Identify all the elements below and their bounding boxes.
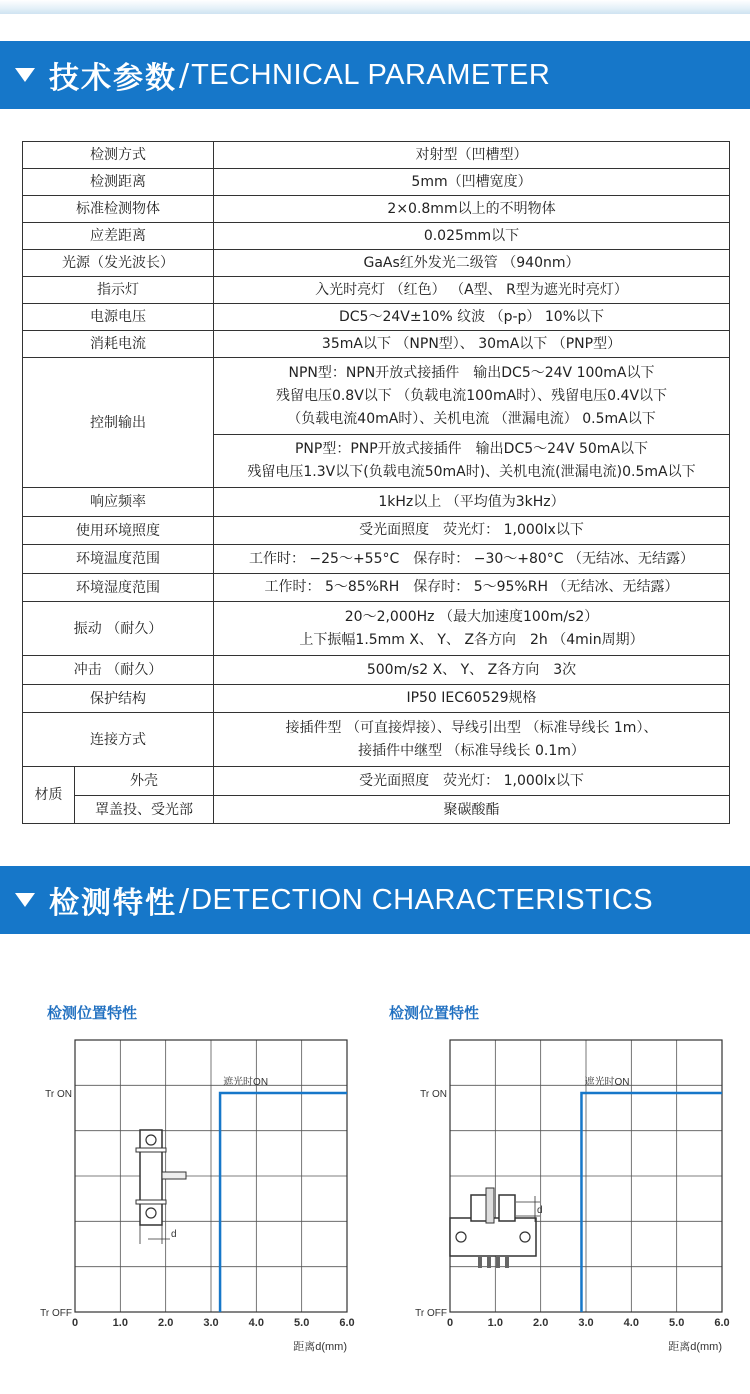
x-tick-label: 2.0	[533, 1317, 549, 1329]
sensor-rib	[136, 1200, 166, 1204]
param-value-line: 残留电压1.3V以下(负载电流50mA时)、关机电流(泄漏电流)0.5mA以下	[247, 464, 696, 480]
param-label: 响应频率	[23, 488, 214, 517]
series-line	[220, 1093, 347, 1312]
param-value	[214, 602, 730, 656]
table-row	[23, 277, 730, 304]
table-row	[23, 331, 730, 358]
mounting-hole	[520, 1232, 530, 1242]
section-title-cn: 技术参数	[49, 61, 177, 96]
x-tick-label: 3.0	[203, 1317, 219, 1329]
table-row	[23, 304, 730, 331]
param-label: 材质	[23, 767, 75, 824]
section-banner-detection	[0, 866, 750, 934]
param-label: 保护结构	[23, 685, 214, 713]
param-value-line: PNP型：PNP开放式接插件 输出DC5～24V 50mA以下	[294, 441, 649, 457]
param-label: 使用环境照度	[23, 517, 214, 545]
param-label: 检测距离	[23, 169, 214, 196]
param-value-line: 0.025mm以下	[423, 227, 520, 244]
param-label: 环境温度范围	[23, 545, 214, 574]
dimension-label: d	[537, 1205, 543, 1216]
connector-pin	[487, 1256, 491, 1268]
chart-title-left: 检测位置特性	[47, 1004, 138, 1022]
connector-pin	[505, 1256, 509, 1268]
param-label: 检测方式	[23, 142, 214, 169]
connector-pin	[478, 1256, 482, 1268]
param-value-line: 20～2,000Hz （最大加速度100m/s2）	[344, 608, 599, 625]
tr-off-label: Tr OFF	[40, 1308, 72, 1319]
param-value	[214, 713, 730, 767]
param-value	[214, 169, 730, 196]
detection-chart-left	[0, 1020, 375, 1360]
x-tick-label: 0	[446, 1317, 454, 1329]
parameter-table	[22, 141, 730, 824]
param-value-line: 工作时： 5～85%RH 保存时： 5～95%RH （无结冰、无结露）	[264, 579, 679, 595]
section-banner-technical	[0, 41, 750, 109]
param-label: 环境湿度范围	[23, 574, 214, 602]
x-axis-label: 距离d(mm)	[293, 1341, 347, 1353]
tr-on-label: Tr ON	[420, 1089, 447, 1100]
param-value-pnp	[214, 435, 730, 488]
param-sublabel: 外壳	[75, 767, 214, 796]
x-tick-label: 6.0	[714, 1317, 730, 1329]
param-label: 冲击 （耐久）	[23, 656, 214, 685]
triangle-down-icon	[15, 893, 35, 907]
param-value-line: IP50 IEC60529规格	[406, 690, 537, 706]
param-value	[214, 223, 730, 250]
series-line	[581, 1093, 722, 1312]
table-row	[23, 685, 730, 713]
section-title-cn: 检测特性	[49, 886, 177, 921]
section-title-slash: /	[179, 882, 190, 918]
param-sublabel: 罩盖投、受光部	[75, 796, 214, 824]
table-row	[23, 517, 730, 545]
section-title-en: DETECTION CHARACTERISTICS	[191, 883, 654, 916]
detection-chart-right	[375, 1020, 750, 1360]
param-value	[214, 685, 730, 713]
param-value-line: （负载电流40mA时）、关机电流 （泄漏电流） 0.5mA以下	[287, 410, 656, 427]
mounting-hole	[146, 1135, 156, 1145]
param-value-line: NPN型：NPN开放式接插件 输出DC5～24V 100mA以下	[288, 364, 655, 381]
series-label: 遮光时ON	[223, 1077, 269, 1088]
param-value-line: 工作时： −25～+55°C 保存时： −30～+80°C （无结冰、无结露）	[248, 550, 695, 567]
param-value-line: 入光时亮灯 （红色） （A型、 R型为遮光时亮灯）	[315, 281, 628, 298]
x-tick-label: 1.0	[487, 1317, 503, 1329]
param-value	[214, 142, 730, 169]
table-row	[23, 488, 730, 517]
table-row	[23, 196, 730, 223]
param-value	[214, 196, 730, 223]
table-row	[23, 767, 730, 796]
param-value	[214, 250, 730, 277]
param-label: 控制输出	[23, 358, 214, 488]
connector-pin	[496, 1256, 500, 1268]
dimension-label: d	[171, 1229, 177, 1240]
mounting-hole	[146, 1208, 156, 1218]
param-label: 振动 （耐久）	[23, 602, 214, 656]
shutter-plate	[162, 1172, 186, 1179]
x-tick-label: 4.0	[248, 1317, 264, 1329]
x-tick-label: 5.0	[294, 1317, 310, 1329]
param-label: 指示灯	[23, 277, 214, 304]
param-value-line: 受光面照度 荧光灯： 1,000lx以下	[359, 522, 584, 538]
triangle-down-icon	[15, 68, 35, 82]
table-row	[23, 545, 730, 574]
x-tick-label: 3.0	[578, 1317, 594, 1329]
param-value	[214, 656, 730, 685]
tr-off-label: Tr OFF	[415, 1308, 447, 1319]
x-tick-label: 2.0	[158, 1317, 174, 1329]
param-value-line: 残留电压0.8V以下 （负载电流100mA时）、残留电压0.4V以下	[275, 387, 668, 404]
table-row	[23, 656, 730, 685]
table-row	[23, 250, 730, 277]
sensor-arm	[471, 1195, 487, 1221]
param-value	[214, 574, 730, 602]
x-tick-label: 5.0	[669, 1317, 685, 1329]
param-value-line: 接插件中继型 （标准导线长 0.1m）	[358, 742, 585, 759]
param-value-line: 接插件型 （可直接焊接）、导线引出型 （标准导线长 1m）、	[285, 719, 658, 736]
param-value-line: 上下振幅1.5mm X、 Y、 Z各方向 2h （4min周期）	[299, 631, 644, 648]
x-tick-label: 1.0	[112, 1317, 128, 1329]
param-value-line: 对射型（凹槽型）	[415, 146, 528, 163]
tr-on-label: Tr ON	[45, 1089, 72, 1100]
table-row	[23, 602, 730, 656]
table-row	[23, 142, 730, 169]
param-label: 光源（发光波长）	[23, 250, 214, 277]
param-label: 消耗电流	[23, 331, 214, 358]
param-value: 受光面照度 荧光灯： 1,000lx以下	[214, 767, 730, 796]
param-value	[214, 545, 730, 574]
param-value	[214, 304, 730, 331]
param-label: 应差距离	[23, 223, 214, 250]
table-row	[23, 713, 730, 767]
param-value-line: 500m/s2 X、 Y、 Z各方向 3次	[366, 661, 577, 678]
sensor-rib	[136, 1148, 166, 1152]
param-value	[214, 488, 730, 517]
param-value	[214, 517, 730, 545]
param-value-line: DC5～24V±10% 纹波 （p-p） 10%以下	[339, 308, 604, 325]
x-axis-label: 距离d(mm)	[668, 1341, 722, 1353]
param-value-line: 2×0.8mm以上的不明物体	[387, 200, 556, 217]
table-row	[23, 358, 730, 435]
mounting-hole	[456, 1232, 466, 1242]
param-value	[214, 331, 730, 358]
x-tick-label: 0	[71, 1317, 79, 1329]
shutter-plate	[486, 1188, 494, 1223]
param-value-line: GaAs红外发光二级管 （940nm）	[363, 254, 580, 271]
param-value-npn	[214, 358, 730, 435]
param-value-line: 35mA以下 （NPN型）、 30mA以下 （PNP型）	[321, 335, 622, 352]
param-value-line: 1kHz以上 （平均值为3kHz）	[378, 493, 565, 510]
section-title-slash: /	[179, 57, 190, 93]
param-value: 聚碳酸酯	[214, 796, 730, 824]
x-tick-label: 4.0	[623, 1317, 639, 1329]
table-row	[23, 574, 730, 602]
table-row	[23, 169, 730, 196]
series-label: 遮光时ON	[584, 1077, 630, 1088]
param-value	[214, 277, 730, 304]
table-row	[23, 796, 730, 824]
table-row	[23, 223, 730, 250]
param-label: 标准检测物体	[23, 196, 214, 223]
param-label: 连接方式	[23, 713, 214, 767]
x-tick-label: 6.0	[339, 1317, 355, 1329]
param-label: 电源电压	[23, 304, 214, 331]
top-strip	[0, 0, 750, 14]
section-title-en: TECHNICAL PARAMETER	[191, 58, 551, 91]
chart-title-right: 检测位置特性	[389, 1004, 480, 1022]
param-value-line: 5mm（凹槽宽度）	[411, 173, 532, 190]
sensor-arm	[499, 1195, 515, 1221]
